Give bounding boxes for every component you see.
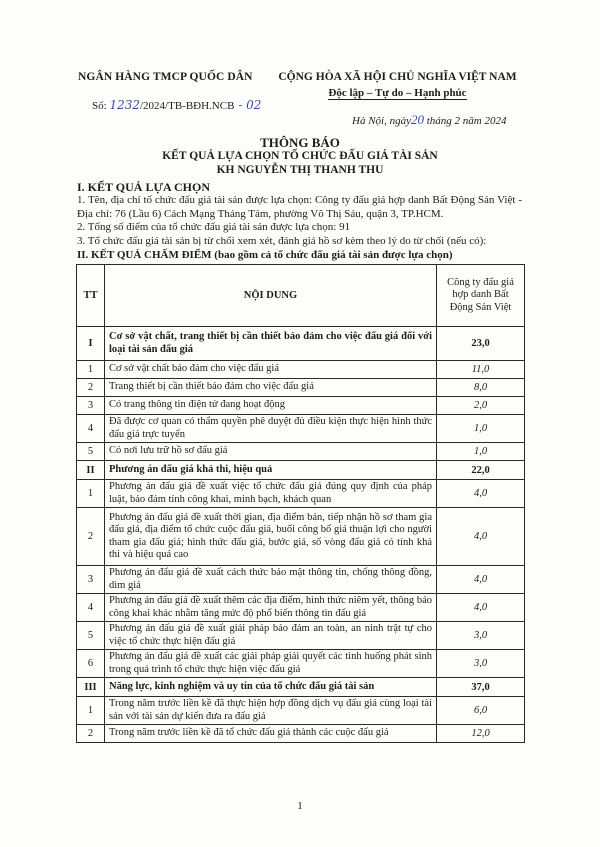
row-score: 23,0 — [437, 327, 525, 361]
date-line — [352, 112, 506, 128]
table-row — [77, 397, 525, 415]
bank-name: NGÂN HÀNG TMCP QUỐC DÂN — [78, 71, 253, 83]
row-score: 3,0 — [437, 650, 525, 678]
republic-name: CỘNG HÒA XÃ HỘI CHỦ NGHĨA VIỆT NAM — [278, 71, 517, 83]
row-content: Phương án đấu giá đề xuất việc tổ chức đấu giá đúng quy định của pháp luật, bảo đảm tính công khai, minh bạch, khách quan — [105, 480, 437, 508]
table-body — [77, 327, 525, 743]
row-content: Phương án đấu giá đề xuất cách thức bảo mật thông tin, chống thông đồng, dìm giá — [105, 566, 437, 594]
row-score: 4,0 — [437, 566, 525, 594]
row-content: Đã được cơ quan có thẩm quyền phê duyệt đủ điều kiện thực hiện hình thức đấu giá trực tuyến — [105, 415, 437, 443]
table-row — [77, 508, 525, 566]
table-row — [77, 697, 525, 725]
row-content: Trang thiết bị cần thiết bảo đảm cho việc đấu giá — [105, 379, 437, 397]
row-score: 3,0 — [437, 622, 525, 650]
table-row — [77, 327, 525, 361]
row-score: 11,0 — [437, 361, 525, 379]
issuer-block — [78, 71, 268, 83]
section-1-item-2: 2. Tổng số điểm của tổ chức đấu giá tài sản được lựa chọn: 91 — [77, 221, 351, 233]
row-tt: 1 — [77, 697, 105, 725]
row-score: 2,0 — [437, 397, 525, 415]
table-row — [77, 650, 525, 678]
row-tt: 2 — [77, 508, 105, 566]
row-content: Có nơi lưu trữ hồ sơ đấu giá — [105, 443, 437, 461]
doc-number-mid: /2024/TB-BĐH.NCB — [139, 100, 235, 112]
row-content: Phương án đấu giá đề xuất các giải pháp giải quyết các tình huống phát sinh trong quá trình tổ chức thực hiện việc đấu giá — [105, 650, 437, 678]
column-header-content: NỘI DUNG — [105, 265, 437, 327]
row-score: 22,0 — [437, 461, 525, 480]
row-tt: 5 — [77, 443, 105, 461]
row-score: 12,0 — [437, 725, 525, 743]
section-1-item-1: 1. Tên, địa chỉ tổ chức đấu giá tài sản được lựa chọn: Công ty đấu giá hợp danh Bất Động Sản Việt - Địa chỉ: 76 (Lầu 6) Cách Mạng Tháng Tám, phường Võ Thị Sáu, quận 3, TP.HCM. — [77, 194, 522, 220]
row-content: Phương án đấu giá đề xuất thời gian, địa điểm bán, tiếp nhận hồ sơ tham gia đấu giá, địa điểm tổ chức cuộc đấu giá, buổi công bố giá thuận lợi cho người tham gia đấu giá; hình thức đấu giá, bước giá, số vòng đấu giá có tính khả thi và hiệu quả cao — [105, 508, 437, 566]
column-header-tt: TT — [77, 265, 105, 327]
table-row — [77, 461, 525, 480]
section-2-heading: II. KẾT QUẢ CHẤM ĐIỂM (bao gồm cả tổ chức đấu giá tài sản được lựa chọn) — [77, 249, 453, 261]
row-tt: II — [77, 461, 105, 480]
row-score: 4,0 — [437, 594, 525, 622]
row-content: Cơ sở vật chất bảo đảm cho việc đấu giá — [105, 361, 437, 379]
row-content: Phương án đấu giá khả thi, hiệu quả — [105, 461, 437, 480]
table-row — [77, 361, 525, 379]
table-row — [77, 594, 525, 622]
row-content: Phương án đấu giá đề xuất thêm các địa điểm, hình thức niêm yết, thông báo công khai khác nhằm tăng mức độ phổ biến thông tin đấu giá — [105, 594, 437, 622]
document-subtitle: KẾT QUẢ LỰA CHỌN TỔ CHỨC ĐẤU GIÁ TÀI SẢN — [162, 150, 438, 162]
row-content: Trong năm trước liền kề đã tổ chức đấu giá thành các cuộc đấu giá — [105, 725, 437, 743]
row-tt: 1 — [77, 480, 105, 508]
row-score: 1,0 — [437, 415, 525, 443]
date-suffix: tháng 2 năm 2024 — [426, 115, 507, 127]
document-number — [92, 98, 261, 112]
row-tt: 5 — [77, 622, 105, 650]
row-score: 4,0 — [437, 480, 525, 508]
national-header — [270, 71, 525, 101]
score-table — [76, 264, 525, 743]
table-row — [77, 379, 525, 397]
row-tt: 6 — [77, 650, 105, 678]
doc-number-prefix: Số: — [92, 100, 110, 112]
document-subtitle-customer: KH NGUYỄN THỊ THANH THU — [216, 164, 384, 176]
doc-number-suffix-handwritten: - 02 — [234, 98, 262, 112]
row-tt: 3 — [77, 566, 105, 594]
row-content: Năng lực, kinh nghiệm và uy tín của tổ chức đấu giá tài sản — [105, 678, 437, 697]
national-motto: Độc lập – Tự do – Hạnh phúc — [328, 87, 467, 99]
row-tt: I — [77, 327, 105, 361]
row-tt: 4 — [77, 594, 105, 622]
row-score: 37,0 — [437, 678, 525, 697]
table-row — [77, 622, 525, 650]
row-tt: 4 — [77, 415, 105, 443]
row-score: 6,0 — [437, 697, 525, 725]
row-tt: 3 — [77, 397, 105, 415]
table-header-row — [77, 265, 525, 327]
row-tt: III — [77, 678, 105, 697]
date-day-handwritten: 20 — [410, 112, 424, 127]
table-row — [77, 725, 525, 743]
row-content: Phương án đấu giá đề xuất giải pháp bảo đảm an toàn, an ninh trật tự cho việc tổ chức thực hiện đấu giá — [105, 622, 437, 650]
section-1-item-3: 3. Tổ chức đấu giá tài sản bị từ chối xem xét, đánh giá hồ sơ kèm theo lý do từ chối (nếu có): — [77, 235, 487, 247]
row-score: 4,0 — [437, 508, 525, 566]
table-row — [77, 678, 525, 697]
row-tt: 1 — [77, 361, 105, 379]
page-number: 1 — [297, 800, 303, 812]
row-score: 1,0 — [437, 443, 525, 461]
section-1-heading: I. KẾT QUẢ LỰA CHỌN — [77, 180, 211, 194]
column-header-organization: Công ty đấu giá hợp danh Bất Động Sản Việt — [437, 265, 525, 327]
table-row — [77, 566, 525, 594]
table-row — [77, 480, 525, 508]
table-row — [77, 443, 525, 461]
doc-number-handwritten: 1232 — [109, 98, 140, 112]
row-tt: 2 — [77, 725, 105, 743]
row-content: Cơ sở vật chất, trang thiết bị cần thiết bảo đảm cho việc đấu giá đối với loại tài sản đấu giá — [105, 327, 437, 361]
document-title: THÔNG BÁO — [260, 135, 340, 150]
row-score: 8,0 — [437, 379, 525, 397]
row-tt: 2 — [77, 379, 105, 397]
row-content: Có trang thông tin điện tử đang hoạt động — [105, 397, 437, 415]
date-prefix: Hà Nội, ngày — [352, 115, 411, 127]
row-content: Trong năm trước liền kề đã thực hiện hợp đồng dịch vụ đấu giá cùng loại tài sản với tài sản dự kiến đưa ra đấu giá — [105, 697, 437, 725]
table-row — [77, 415, 525, 443]
